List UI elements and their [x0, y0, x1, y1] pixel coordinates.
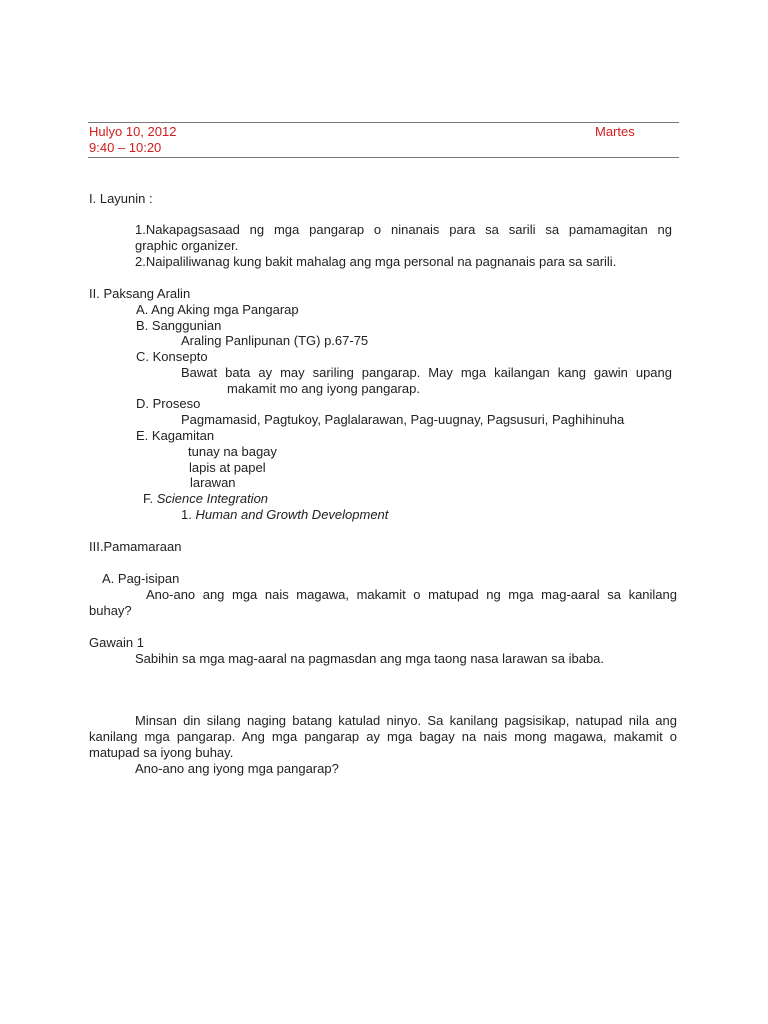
body-paragraph-line2: kanilang mga pangarap. Ang mga pangarap ay mga bagay na nais mong magawa, makamit o	[89, 729, 677, 744]
body-paragraph-line1: Minsan din silang naging batang katulad ninyo. Sa kanilang pagsisikap, natupad nila ang	[135, 713, 677, 728]
topic-f	[143, 491, 268, 507]
topic-c-detail	[181, 365, 672, 381]
topic-c-detail-line2: makamit mo ang iyong pangarap.	[227, 381, 420, 396]
section3-heading: III.Pamamaraan	[89, 539, 182, 554]
body-paragraph	[89, 713, 677, 761]
gawain-heading: Gawain 1	[89, 635, 144, 650]
header-date: Hulyo 10, 2012	[89, 124, 177, 139]
objective-1-line1: 1.Nakapagsasaad ng mga pangarap o ninanais para sa sarili sa pamamagitan ng	[135, 222, 672, 237]
body-paragraph-line3: matupad sa iyong buhay.	[89, 745, 234, 760]
step-a-question-line1: Ano-ano ang mga nais magawa, makamit o matupad ng mga mag-aaral sa kanilang	[146, 587, 677, 602]
material-item: larawan	[190, 475, 236, 490]
topic-b-detail: Araling Panlipunan (TG) p.67-75	[181, 333, 369, 348]
topic-e: E. Kagamitan	[136, 428, 215, 443]
step-a-question-line2: buhay?	[89, 603, 132, 618]
header-day: Martes	[595, 124, 635, 139]
topic-f-item-prefix: 1.	[181, 507, 196, 522]
header-time: 9:40 – 10:20	[89, 140, 162, 155]
header-bottom-rule	[88, 157, 679, 158]
closing-question: Ano-ano ang iyong mga pangarap?	[135, 761, 339, 776]
topic-d-detail: Pagmamasid, Pagtukoy, Paglalarawan, Pag-uugnay, Pagsusuri, Paghihinuha	[181, 412, 625, 427]
step-a-question	[89, 587, 677, 619]
topic-f-item	[181, 507, 388, 523]
objective-1	[135, 222, 672, 254]
topic-c: C. Konsepto	[136, 349, 208, 364]
topic-f-prefix: F.	[143, 491, 157, 506]
section1-heading: I. Layunin :	[89, 191, 153, 206]
topic-f-item-text: Human and Growth Development	[195, 507, 389, 522]
step-a: A. Pag-isipan	[102, 571, 180, 586]
material-item: tunay na bagay	[188, 444, 277, 459]
topic-f-label: Science Integration	[156, 491, 269, 506]
objective-1-line2: graphic organizer.	[135, 238, 239, 253]
topic-b: B. Sanggunian	[136, 318, 222, 333]
topic-c-detail-line1: Bawat bata ay may sariling pangarap. May mga kailangan kang gawin upang	[181, 365, 672, 380]
header-top-rule	[88, 122, 679, 123]
topic-a: A. Ang Aking mga Pangarap	[136, 302, 299, 317]
topic-d: D. Proseso	[136, 396, 201, 411]
gawain-text: Sabihin sa mga mag-aaral na pagmasdan ang mga taong nasa larawan sa ibaba.	[135, 651, 605, 666]
objective-2: 2.Naipaliliwanag kung bakit mahalag ang mga personal na pagnanais para sa sarili.	[135, 254, 617, 269]
material-item: lapis at papel	[189, 460, 266, 475]
section2-heading: II. Paksang Aralin	[89, 286, 191, 301]
